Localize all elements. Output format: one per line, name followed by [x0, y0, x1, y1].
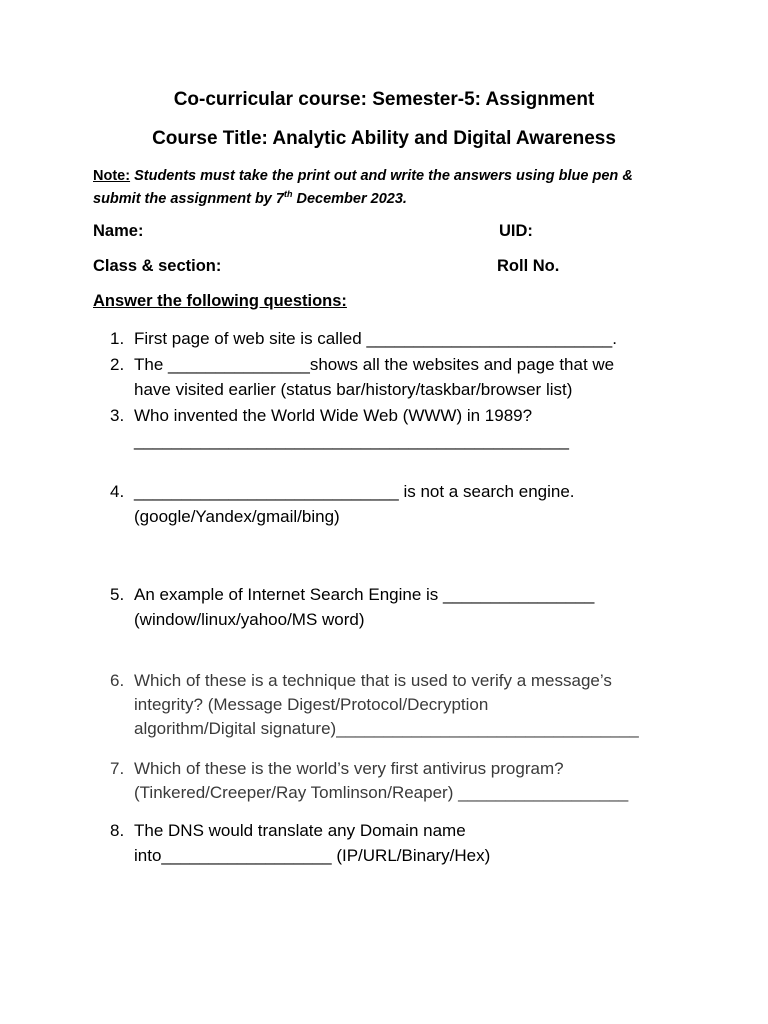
- name-label: Name:: [93, 222, 144, 240]
- question-number: 8.: [110, 821, 125, 840]
- section-heading: Answer the following questions:: [93, 292, 347, 310]
- question-text: An example of Internet Search Engine is ________________: [134, 585, 595, 604]
- question-text: (google/Yandex/gmail/bing): [134, 507, 340, 526]
- question-number: 3.: [110, 406, 125, 425]
- question-number: 5.: [110, 585, 125, 604]
- question-number: 7.: [110, 759, 125, 778]
- page-title: Co-curricular course: Semester-5: Assignment: [173, 89, 595, 110]
- question-text: Who invented the World Wide Web (WWW) in 1989?: [134, 406, 533, 425]
- question-number: 4.: [110, 482, 125, 501]
- question-text: Which of these is the world’s very first antivirus program?: [134, 759, 564, 778]
- note-text-3: December 2023.: [292, 191, 407, 207]
- note-text-2: submit the assignment by 7: [93, 191, 284, 207]
- note-label: Note:: [93, 168, 131, 184]
- answer-blank: ______________________________________________: [134, 431, 569, 450]
- question-text: into__________________ (IP/URL/Binary/Hex): [134, 846, 491, 865]
- question-text: The DNS would translate any Domain name: [134, 821, 466, 840]
- uid-label: UID:: [499, 222, 533, 240]
- note-text-1: Students must take the print out and write the answers using blue pen &: [130, 168, 633, 184]
- note-paragraph: [93, 165, 693, 211]
- note-superscript: th: [283, 189, 293, 200]
- question-number: 1.: [110, 329, 125, 348]
- question-text: have visited earlier (status bar/history/taskbar/browser list): [134, 380, 573, 399]
- roll-no-label: Roll No.: [497, 257, 560, 275]
- class-section-label: Class & section:: [93, 257, 222, 275]
- question-text: (window/linux/yahoo/MS word): [134, 610, 365, 629]
- question-text: ____________________________ is not a search engine.: [134, 482, 575, 501]
- question-text: The _______________shows all the websites and page that we: [134, 355, 615, 374]
- question-text: integrity? (Message Digest/Protocol/Decryption: [134, 695, 489, 714]
- question-text: algorithm/Digital signature)________________________________: [134, 719, 639, 738]
- question-text: Which of these is a technique that is used to verify a message’s: [134, 671, 612, 690]
- question-number: 6.: [110, 671, 125, 690]
- question-text: First page of web site is called __________________________.: [134, 329, 617, 348]
- course-title: Course Title: Analytic Ability and Digital Awareness: [152, 128, 616, 149]
- question-number: 2.: [110, 355, 125, 374]
- question-text: (Tinkered/Creeper/Ray Tomlinson/Reaper) __________________: [134, 783, 629, 802]
